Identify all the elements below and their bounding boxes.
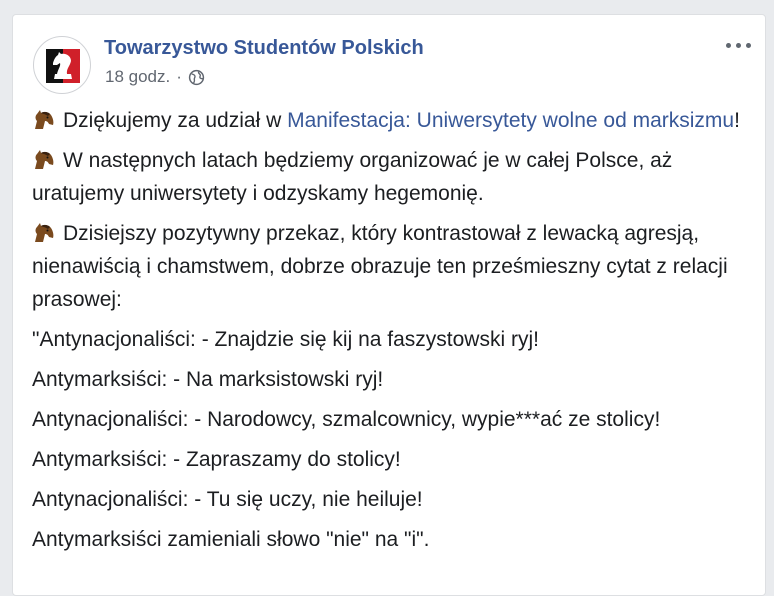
event-link[interactable]: Manifestacja: Uniwersytety wolne od marksizmu (287, 109, 735, 132)
more-options-icon[interactable] (724, 33, 754, 57)
post-card (12, 14, 766, 596)
post-meta (105, 67, 205, 87)
chess-knight-logo-icon (46, 49, 80, 83)
post-timestamp[interactable]: 18 godz. (105, 67, 171, 86)
quote-line: Antymarksiści: - Na marksistowski ryj! (32, 368, 384, 391)
quote-line: Antymarksiści: - Zapraszamy do stolicy! (32, 448, 401, 471)
horse-emoji-icon (32, 221, 56, 243)
paragraph-text: ! (734, 109, 740, 132)
paragraph-message (32, 217, 752, 316)
quote-line: Antynacjonaliści: - Narodowcy, szmalcownicy, wypie***ać ze stolicy! (32, 408, 661, 431)
post-text (32, 104, 752, 563)
paragraph-text: Dzisiejszy pozytywny przekaz, który kontrastował z lewacką agresją, nienawiścią i chamstwem, dobrze obrazuje ten prześmieszny cytat z relacji prasowej: (32, 222, 728, 311)
quote-line: Antymarksiści zamieniali słowo "nie" na "i". (32, 528, 430, 551)
paragraph-plans (32, 144, 752, 210)
meta-separator: · (176, 67, 182, 86)
page-name-link[interactable]: Towarzystwo Studentów Polskich (104, 37, 424, 59)
paragraph-thanks (32, 104, 752, 137)
paragraph-text: Dziękujemy za udział w (63, 109, 288, 132)
paragraph-text: W następnych latach będziemy organizować je w całej Polsce, aż uratujemy uniwersytety i odzyskamy hegemonię. (32, 149, 673, 205)
globe-icon[interactable] (188, 69, 205, 86)
horse-emoji-icon (32, 148, 56, 170)
quote-line: Antynacjonaliści: - Tu się uczy, nie heiluje! (32, 488, 423, 511)
page-avatar[interactable] (33, 36, 91, 94)
horse-emoji-icon (32, 108, 56, 130)
quote-line: "Antynacjonaliści: - Znajdzie się kij na faszystowski ryj! (32, 328, 539, 351)
